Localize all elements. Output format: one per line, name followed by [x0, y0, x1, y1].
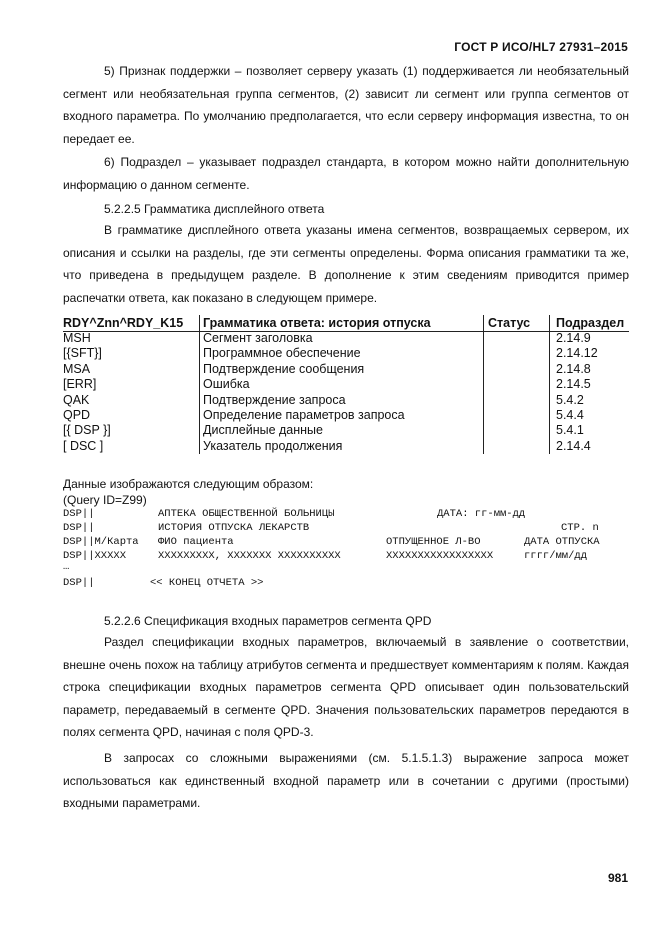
example-line-end: [63, 576, 629, 591]
example-text: ДАТА ОТПУСКА: [524, 536, 600, 548]
table-cell: Дисплейные данные: [203, 423, 323, 438]
table-cell: 5.4.1: [556, 423, 584, 438]
example-intro: Данные изображаются следующим образом:: [63, 477, 314, 491]
example-text: XXXXXXXXXXXXXXXXX: [386, 550, 494, 562]
table-cell: [{SFT}]: [63, 346, 102, 361]
section-heading-qpd: 5.2.2.6 Спецификация входных параметров сегмента QPD: [104, 614, 432, 628]
table-cell: 5.4.4: [556, 407, 584, 422]
table-cell: 2.14.12: [556, 346, 598, 361]
table-cell: Подтверждение сообщения: [203, 361, 365, 376]
table-cell: [{ DSP }]: [63, 423, 111, 438]
table-cell: Указатель продолжения: [203, 438, 343, 453]
table-cell: 2.14.5: [556, 377, 591, 392]
document-header: ГОСТ Р ИСО/HL7 27931–2015: [454, 40, 628, 54]
example-text: ОТПУЩЕННОЕ Л-ВО: [386, 536, 481, 548]
table-row: [63, 393, 629, 408]
example-segment: DSP||: [63, 522, 95, 534]
example-line: [63, 535, 629, 550]
paragraph-subsection: 6) Подраздел – указывает подраздел стандарта, в котором можно найти дополнительную информацию о данном сегменте.: [63, 155, 629, 192]
table-header-cell: Грамматика ответа: история отпуска: [203, 316, 431, 330]
paragraph-complex-queries: В запросах со сложными выражениями (см. 5.1.5.1.3) выражение запроса может использоваться как единственный входной параметр или в сочетании с другими (простыми) входными параметрами.: [63, 751, 629, 810]
example-segment: DSP||XXXXX: [63, 550, 127, 562]
table-cell: Программное обеспечение: [203, 346, 361, 361]
table-cell: QPD: [63, 407, 91, 422]
example-end-text: << КОНЕЦ ОТЧЕТА >>: [150, 577, 264, 589]
table-header-cell: RDY^Znn^RDY_K15: [63, 316, 184, 330]
table-header-row: [63, 315, 629, 331]
table-cell: QAK: [63, 392, 90, 407]
table-row: [63, 377, 629, 392]
table-cell: 2.14.9: [556, 331, 591, 345]
example-text: XXXXXXXXX, XXXXXXX XXXXXXXXXX: [158, 550, 341, 562]
table-cell: Подтверждение запроса: [203, 392, 346, 407]
example-ellipsis: [63, 560, 629, 575]
example-line: [63, 507, 629, 522]
example-segment: DSP||: [63, 577, 95, 589]
example-line: [63, 521, 629, 536]
table-cell: MSH: [63, 331, 91, 345]
table-cell: [ERR]: [63, 377, 97, 392]
page-number: 981: [607, 871, 628, 885]
table-header-cell: Подраздел: [556, 316, 625, 330]
paragraph-qpd-spec: Раздел спецификации входных параметров, включаемый в заявление о соответствии, внешне очень похож на таблицу атрибутов сегмента и предшествует комментариям к полям. Каждая строка спецификации входных параметров сегмента QPD описывает один пользовательский параметр, передаваемый в сегменте QPD. Значения пользовательских параметров передаются в полях сегмента QPD, начиная с поля QPD-3.: [63, 635, 629, 739]
table-row: [63, 346, 629, 361]
section-heading-display-grammar: 5.2.2.5 Грамматика дисплейного ответа: [104, 202, 325, 216]
table-cell: Ошибка: [203, 377, 250, 392]
example-ellipsis-text: …: [63, 561, 70, 573]
table-row: [63, 439, 629, 454]
table-cell: MSA: [63, 361, 91, 376]
table-cell: 5.4.2: [556, 392, 584, 407]
example-text: гггг/мм/дд: [524, 550, 588, 562]
table-cell: Сегмент заголовка: [203, 331, 313, 345]
table-cell: [ DSC ]: [63, 438, 104, 453]
table-cell: Определение параметров запроса: [203, 407, 405, 422]
paragraph-support-flag: 5) Признак поддержки – позволяет серверу указать (1) поддерживается ли необязательный сегмент или необязательная группа сегментов, (2) зависит ли сегмент или группа сегментов от входного параметра. По умолчанию предполагается, что если серверу информация известна, то он передает ее.: [63, 64, 629, 146]
paragraph-display-grammar: В грамматике дисплейного ответа указаны имена сегментов, возвращаемых сервером, их описания и ссылки на разделы, где эти сегменты определены. Форма описания грамматики та же, что приведена в предыдущем разделе. В дополнение к этим сведениям приводится пример распечатки ответа, как показано в следующем примере.: [63, 223, 629, 305]
example-segment: DSP||М/Карта: [63, 536, 139, 548]
table-row: [63, 423, 629, 438]
example-query-id: (Query ID=Z99): [63, 493, 147, 507]
table-row: [63, 408, 629, 423]
response-grammar-table: [63, 315, 629, 454]
example-text: ФИО пациента: [158, 536, 234, 548]
example-text: АПТЕКА ОБЩЕСТВЕННОЙ БОЛЬНИЦЫ: [158, 508, 335, 520]
table-row: [63, 362, 629, 377]
example-text: СТР. n: [561, 522, 599, 534]
table-header-cell: Статус: [488, 316, 531, 330]
table-cell: 2.14.8: [556, 361, 591, 376]
table-row: [63, 331, 629, 346]
example-text: ИСТОРИЯ ОТПУСКА ЛЕКАРСТВ: [158, 522, 310, 534]
table-cell: 2.14.4: [556, 438, 591, 453]
example-text: ДАТА: гг-мм-дд: [437, 508, 526, 520]
example-segment: DSP||: [63, 508, 95, 520]
